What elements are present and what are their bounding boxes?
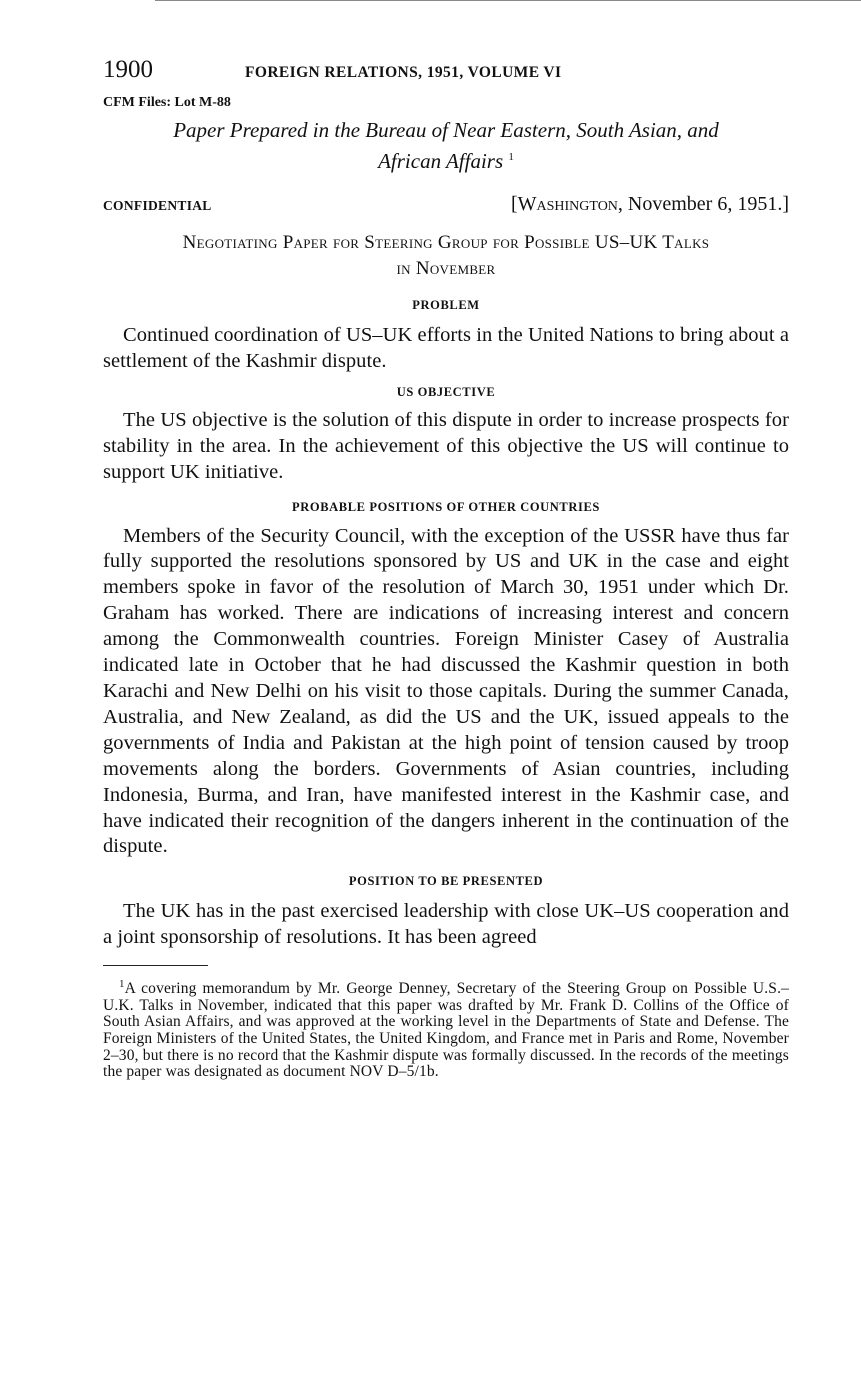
dateline-date: , November 6, 1951.] [617, 193, 789, 215]
section-text-probable-positions: Members of the Security Council, with the exception of the USSR have thus far fully supported the resolutions sponsored by US and UK in the case and eight members spoke in favor of the resolution of March 30, 1951 under which Dr. Graham has worked. There are indications of increasing interest and concern among the Commonwealth countries. Foreign Minister Casey of Australia indicated late in October that he had discussed the Kashmir question in both Karachi and New Delhi on his visit to those capitals. During the summer Canada, Australia, and New Zealand, as did the US and the UK, issued appeals to the governments of India and Pakistan at the high point of tension caused by troop movements along the borders. Governments of Asian countries, including Indonesia, Burma, and Iran, have manifested interest in the Kashmir case, and have indicated their recognition of the dangers inherent in the continuation of the dispute. [103, 524, 789, 858]
footnote-text: A covering memorandum by Mr. George Denney, Secretary of the Steering Group on Possible U.S.–U.K. Talks in November, indicated that this paper was drafted by Mr. Frank D. Collins of the Office of South Asian Affairs, and was approved at the working level in the Departments of State and Defense. The Foreign Ministers of the United States, the United Kingdom, and France met in Paris and Rome, November 2–30, but there is no record that the Kashmir dispute was formally discussed. In the records of the meetings the paper was designated as document NOV D–5/1b. [103, 980, 789, 1081]
section-text-position-to-be-presented: The UK has in the past exercised leadership with close UK–US cooperation and a joint sponsorship of resolutions. It has been agreed [103, 900, 789, 949]
section-text-problem: Continued coordination of US–UK efforts in the United Nations to bring about a settlement of the Kashmir dispute. [103, 324, 789, 372]
negotiating-paper-title [103, 230, 789, 282]
top-border-line [155, 0, 861, 1]
document-page [103, 56, 789, 1081]
section-heading-position-to-be-presented: POSITION TO BE PRESENTED [348, 874, 544, 889]
footnote [103, 976, 789, 1081]
paper-title-line2: African Affairs [378, 149, 504, 173]
negotiating-title-line1: Negotiating Paper for Steering Group for Possible US–UK Talks [182, 232, 710, 253]
file-reference: CFM Files: Lot M-88 [103, 95, 231, 110]
footnote-mark: 1 [119, 978, 125, 991]
paper-title [103, 117, 789, 175]
section-heading-us-objective: US OBJECTIVE [396, 384, 496, 399]
footnote-reference-mark: 1 [508, 151, 514, 163]
classification-label: CONFIDENTIAL [103, 198, 212, 213]
page-header [103, 56, 789, 84]
running-title: FOREIGN RELATIONS, 1951, VOLUME VI [245, 64, 562, 81]
dateline-bracket: [ [510, 193, 518, 215]
page-number: 1900 [103, 56, 153, 83]
section-heading-problem: PROBLEM [412, 298, 480, 312]
classification-row [103, 193, 789, 216]
paper-title-line1: Paper Prepared in the Bureau of Near Eastern, South Asian, and [173, 118, 719, 142]
dateline-place: Washington [517, 193, 618, 215]
section-heading-probable-positions: PROBABLE POSITIONS OF OTHER COUNTRIES [292, 499, 600, 514]
dateline [511, 193, 789, 216]
negotiating-title-line2: in November [396, 258, 496, 279]
section-text-us-objective: The US objective is the solution of this dispute in order to increase prospects for stability in the area. In the achievement of this objective the US will continue to support UK initiative. [103, 408, 789, 483]
footnote-divider [103, 965, 208, 966]
